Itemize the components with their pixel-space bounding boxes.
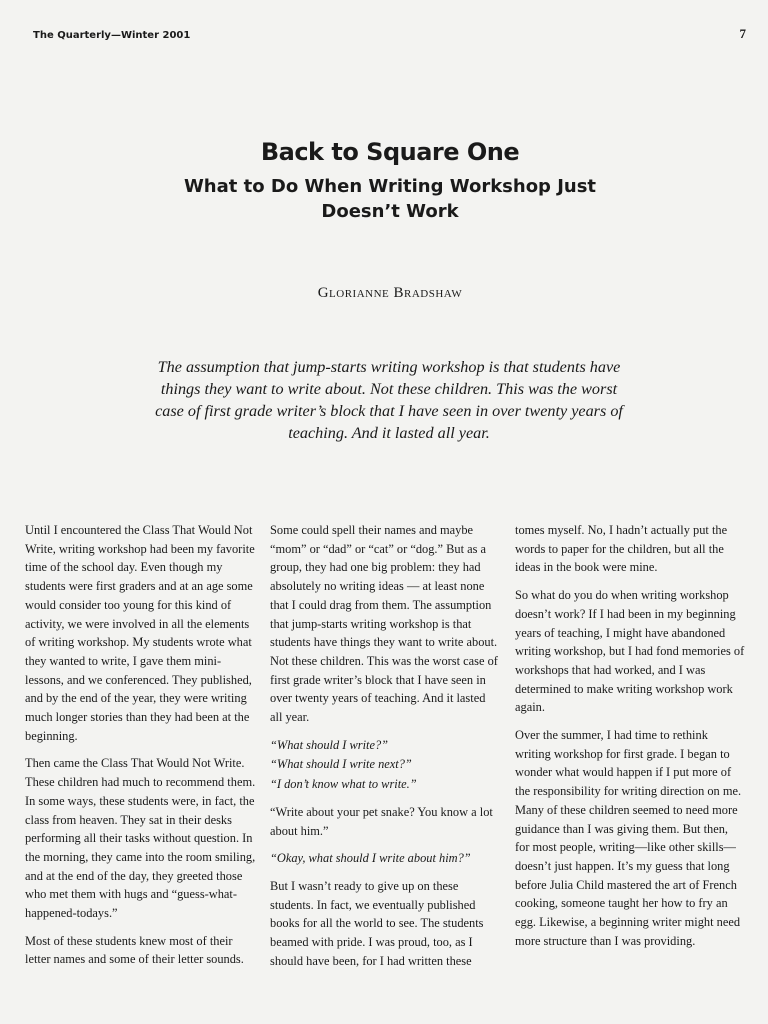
author-byline: Glorianne Bradshaw	[317, 285, 463, 301]
column-3	[515, 521, 745, 959]
paragraph: tomes myself. No, I hadn’t actually put the words to paper for the children, but all the ideas in the book were mine.	[515, 523, 728, 575]
paragraph: “Write about your pet snake? You know a lot about him.”	[270, 804, 493, 838]
column-2	[270, 521, 500, 979]
column-1	[25, 521, 257, 978]
paragraph: Most of these students knew most of their letter names and some of their letter sounds.	[25, 933, 244, 967]
page-number: 7	[739, 26, 746, 41]
paragraph: Some could spell their names and maybe “mom” or “dad” or “cat” or “dog.” But as a group, they had one big problem: they had absolutely no writing ideas — at least none that I could drag from them. The assumption that jump-starts writing workshop is that students have things they want to write about. Not these children. This was the worst case of first grade writer’s block that I have seen in over twenty years of teaching. And it lasted all year.	[270, 523, 498, 725]
paragraph: So what do you do when writing workshop doesn’t work? If I had been in my beginning years of teaching, I might have abandoned writing workshop, but I had fond memories of workshops that had worked, and I was determined to make writing workshop work again.	[515, 588, 745, 715]
journal-title: The Quarterly—Winter 2001	[33, 30, 191, 41]
quote-line: “What should I write next?”	[270, 757, 412, 772]
quote-line: “I don’t know what to write.”	[270, 777, 417, 792]
article-title: Back to Square One	[260, 138, 520, 166]
paragraph: But I wasn’t ready to give up on these students. In fact, we eventually published books for all the world to see. The students beamed with pride. I was proud, too, as I should have been, for I had written these	[270, 878, 484, 968]
title-block	[0, 138, 768, 224]
running-head	[33, 26, 746, 42]
paragraph: Then came the Class That Would Not Write. These children had much to recommend them. In some ways, these students were, in fact, the class from heaven. They sat in their desks performing all their tasks without question. In the morning, they came into the room smiling, and at the end of the day, they greeted those who met them with hugs and “guess-what-happened-todays.”	[25, 756, 256, 921]
quote-line: “Okay, what should I write about him?”	[270, 851, 471, 866]
paragraph: Over the summer, I had time to rethink writing workshop for first grade. I began to wonder what would happen if I put more of the responsibility for writing direction on me. Many of these children seemed to need more guidance than I was giving them. But then, for most people, writing—like other skills—doesn’t just happen. It’s my guess that long before Julia Child mastered the art of French cooking, someone taught her how to fry an egg. Likewise, a beginning writer might need more structure than I was providing.	[515, 728, 742, 948]
article-subtitle: What to Do When Writing Workshop Just Doesn’t Work	[183, 176, 597, 222]
paragraph: Until I encountered the Class That Would Not Write, writing workshop had been my favorite time of the school day. Even though my students were first graders and at an age some would consider too young for this kind of activity, we were involved in all the elements of writing workshop. My students wrote what they wanted to write, I gave them mini-lessons, and we conferenced. They published, and by the end of the year, they were writing much longer stories than they had been at the beginning.	[25, 523, 255, 743]
pull-quote: The assumption that jump-starts writing workshop is that students have things they want to write about. Not these children. This was the worst case of first grade writer’s block that I have seen in over twenty years of teaching. And it lasted all year.	[155, 358, 623, 442]
quote-line: “What should I write?”	[270, 737, 389, 752]
